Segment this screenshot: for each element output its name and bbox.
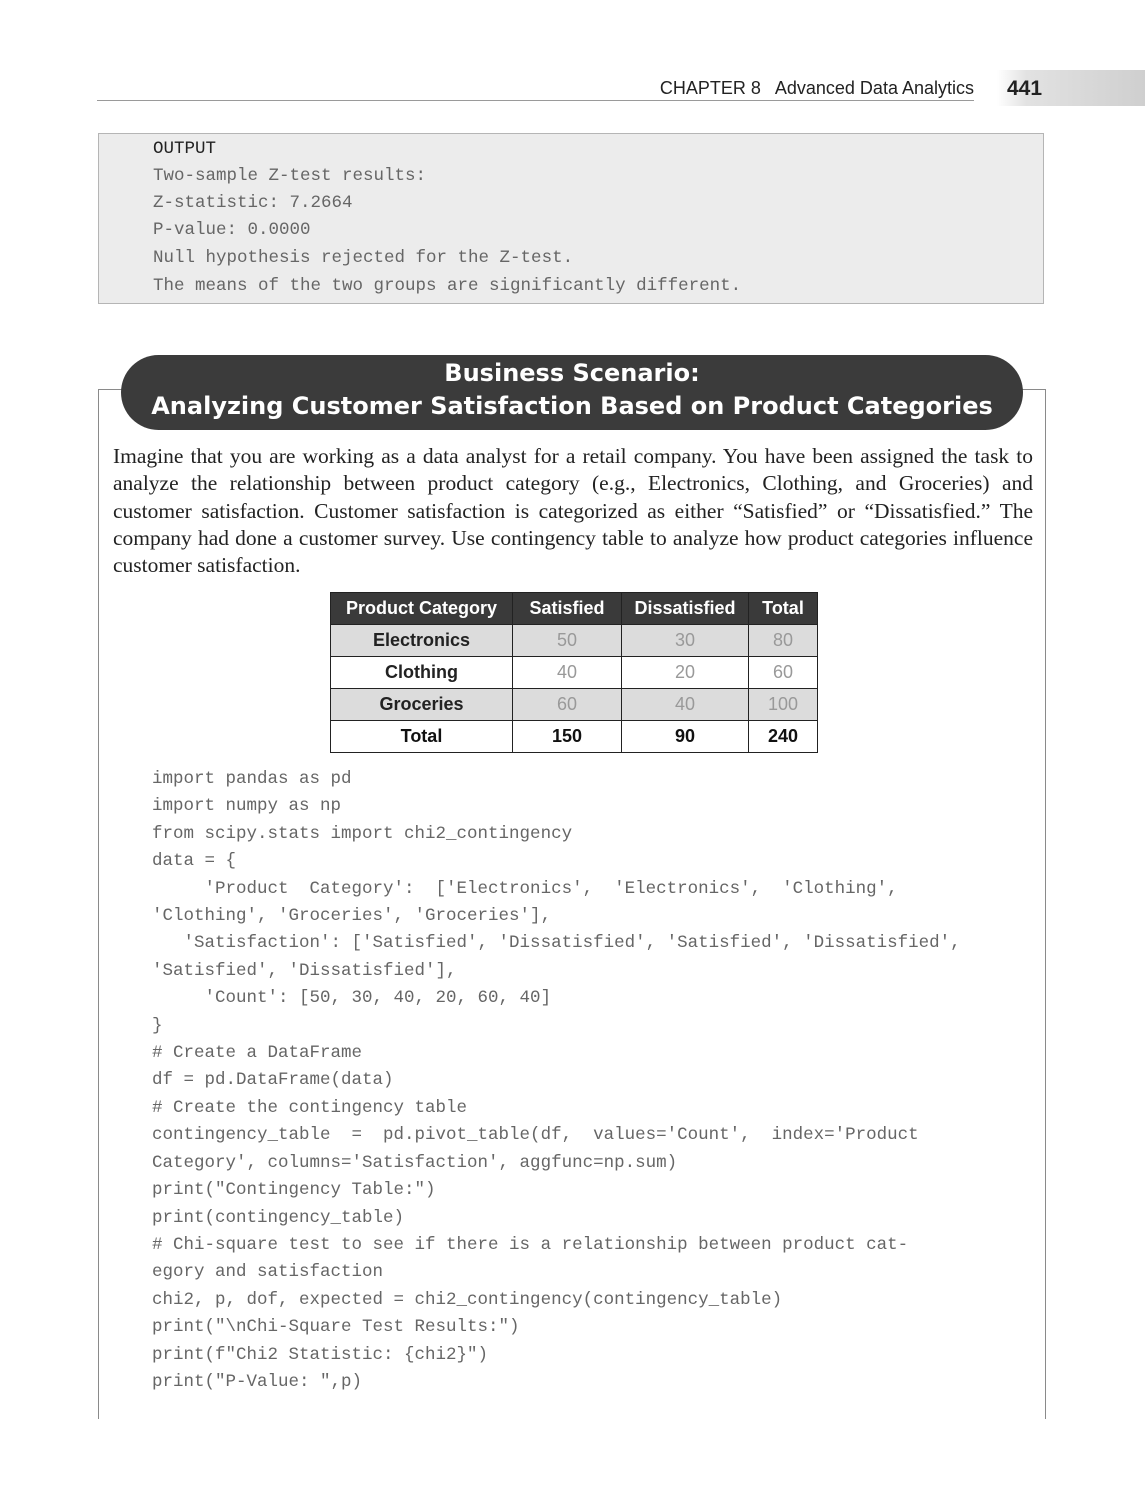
table-row bbox=[331, 689, 818, 721]
code-line: print(contingency_table) bbox=[152, 1208, 405, 1228]
output-line: The means of the two groups are significantly different. bbox=[153, 276, 742, 296]
code-line: print(f"Chi2 Statistic: {chi2}") bbox=[152, 1345, 489, 1365]
table-cell: 100 bbox=[749, 689, 818, 721]
contingency-table bbox=[330, 592, 818, 753]
code-line: import numpy as np bbox=[152, 796, 342, 816]
table-header-cell: Total bbox=[749, 593, 818, 625]
scenario-title-line1: Business Scenario: bbox=[444, 359, 700, 387]
table-row bbox=[331, 625, 818, 657]
chapter-title: Advanced Data Analytics bbox=[774, 78, 974, 98]
table-header-cell: Dissatisfied bbox=[622, 593, 749, 625]
output-block bbox=[98, 133, 1044, 304]
code-line: egory and satisfaction bbox=[152, 1262, 384, 1282]
code-line: } bbox=[152, 1016, 163, 1036]
scenario-title-line2: Analyzing Customer Satisfaction Based on Product Categories bbox=[151, 392, 993, 420]
code-line: contingency_table = pd.pivot_table(df, values='Count', index='Product bbox=[152, 1125, 919, 1145]
code-line: chi2, p, dof, expected = chi2_contingency(contingency_table) bbox=[152, 1290, 783, 1310]
table-cell: Clothing bbox=[331, 657, 513, 689]
table-cell: 60 bbox=[749, 657, 818, 689]
page-number: 441 bbox=[1007, 77, 1043, 100]
code-line: import pandas as pd bbox=[152, 769, 352, 789]
code-line: # Create the contingency table bbox=[152, 1098, 468, 1118]
output-line: Two-sample Z-test results: bbox=[153, 166, 427, 186]
scenario-paragraph: Imagine that you are working as a data analyst for a retail company. You have been assigned the task to analyze the relationship between product category (e.g., Electronics, Clothing, and Groceries) and customer satisfaction. Customer satisfaction is categorized as either “Satisfied” or “Dissatisfied.” The company had done a customer survey. Use contingency table to analyze how product categories influence customer satisfaction. bbox=[113, 444, 1033, 578]
table-cell: 40 bbox=[513, 657, 622, 689]
table-total-row bbox=[331, 721, 818, 753]
running-header bbox=[97, 70, 1145, 106]
table-cell: 20 bbox=[622, 657, 749, 689]
code-line: print("Contingency Table:") bbox=[152, 1180, 436, 1200]
code-line: print("P-Value: ",p) bbox=[152, 1372, 363, 1392]
table-cell: Groceries bbox=[331, 689, 513, 721]
code-line: 'Count': [50, 30, 40, 20, 60, 40] bbox=[152, 988, 552, 1008]
table-cell: 90 bbox=[622, 721, 749, 753]
table-header-row bbox=[331, 593, 818, 625]
table-cell: Total bbox=[331, 721, 513, 753]
table-cell: 60 bbox=[513, 689, 622, 721]
output-line: Z-statistic: 7.2664 bbox=[153, 193, 353, 213]
table-cell: 80 bbox=[749, 625, 818, 657]
code-line: from scipy.stats import chi2_contingency bbox=[152, 824, 573, 844]
header-rule bbox=[97, 100, 974, 101]
code-line: # Chi-square test to see if there is a relationship between product cat- bbox=[152, 1235, 909, 1255]
output-line: OUTPUT bbox=[153, 139, 217, 159]
table-cell: 40 bbox=[622, 689, 749, 721]
table-header-cell: Satisfied bbox=[513, 593, 622, 625]
table-cell: 150 bbox=[513, 721, 622, 753]
chapter-heading bbox=[660, 78, 974, 99]
output-line: Null hypothesis rejected for the Z-test. bbox=[153, 248, 574, 268]
scenario-banner bbox=[121, 355, 1023, 430]
table-cell: 240 bbox=[749, 721, 818, 753]
table-cell: Electronics bbox=[331, 625, 513, 657]
code-line: 'Clothing', 'Groceries', 'Groceries'], bbox=[152, 906, 552, 926]
code-line: print("\nChi-Square Test Results:") bbox=[152, 1317, 520, 1337]
code-line: data = { bbox=[152, 851, 237, 871]
chapter-label: CHAPTER 8 bbox=[659, 78, 761, 98]
table-header-cell: Product Category bbox=[331, 593, 513, 625]
code-line: # Create a DataFrame bbox=[152, 1043, 363, 1063]
output-line: P-value: 0.0000 bbox=[153, 220, 311, 240]
table-cell: 50 bbox=[513, 625, 622, 657]
table-row bbox=[331, 657, 818, 689]
code-line: 'Satisfied', 'Dissatisfied'], bbox=[152, 961, 457, 981]
code-line: df = pd.DataFrame(data) bbox=[152, 1070, 394, 1090]
code-line: Category', columns='Satisfaction', aggfunc=np.sum) bbox=[152, 1153, 678, 1173]
code-line: 'Satisfaction': ['Satisfied', 'Dissatisfied', 'Satisfied', 'Dissatisfied', bbox=[152, 933, 961, 953]
code-line: 'Product Category': ['Electronics', 'Electronics', 'Clothing', bbox=[152, 879, 898, 899]
table-cell: 30 bbox=[622, 625, 749, 657]
